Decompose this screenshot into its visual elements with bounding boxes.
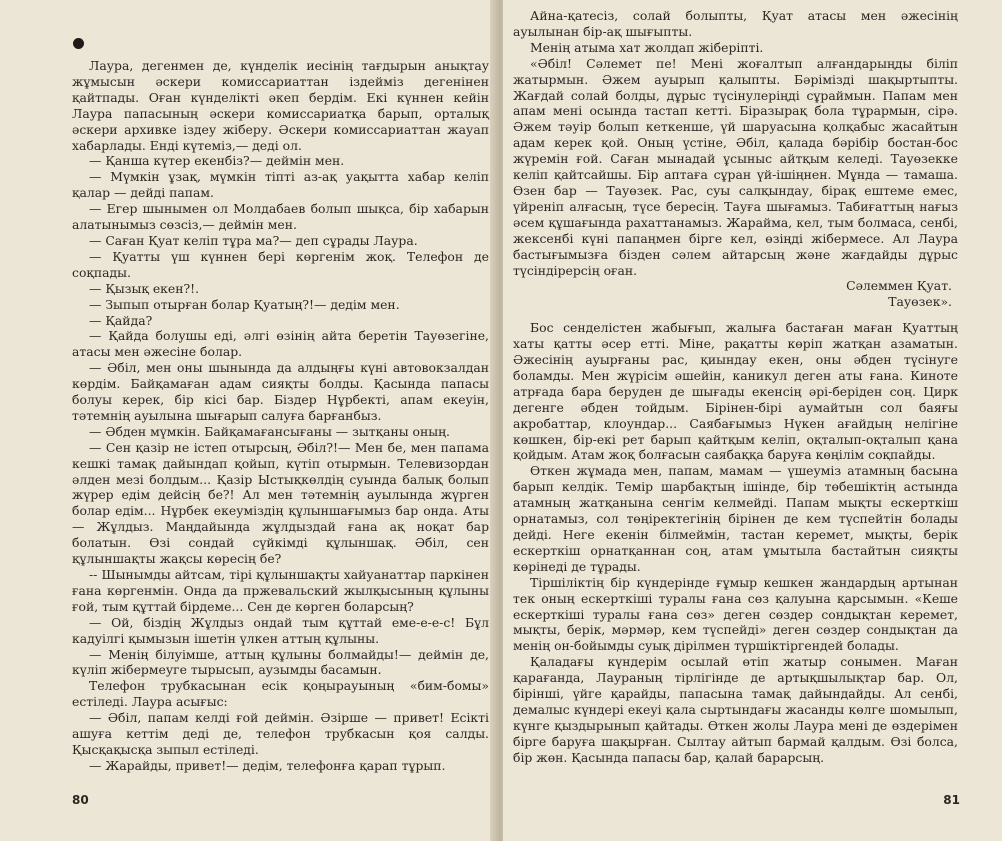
right-page-number: 81 — [943, 793, 960, 807]
paragraph: Тіршіліктің бір күндерінде ғұмыр кешкен жандардың артынан тек оның ескерткіші туралы ғана сөз қалуына қарсымын. «Кеше ескерткіші туралы ғана сөз» деген сөздер сондықтан керемет, мықты, берік, мәрмәр, кем түспейді» деген сөздер сондықтан да менің он-бойымды суық дірілмен түршіктіргендей болады. — [513, 574, 958, 654]
paragraph: — Қанша күтер екенбіз?— деймін мен. — [89, 153, 345, 169]
paragraph: — Қуатты үш күннен бері көргенім жоқ. Телефон де соқпады. — [72, 248, 489, 280]
right-page-letter-text — [513, 8, 958, 278]
paragraph: — Әбіл, папам келді ғой деймін. Әзірше — привет! Есікті ашуға кеттім деді де, телефон трубкасын қоя салды. Қысқақысқа зыпыл естіледі. — [72, 710, 489, 757]
left-page — [0, 0, 497, 841]
paragraph: — Менің білуімше, аттың құлыны болмайды!— деймін де, күліп жібермеуге тырысып, аузымды басамын. — [72, 646, 489, 678]
paragraph: Қаладағы күндерім осылай өтіп жатыр сонымен. Маған қарағанда, Лаураның тірлігінде де артықшылықтар бар. Ол, бірінші, үйге қарайды, папасына тамақ дайындайды. Ал сенбі, демалыс күндері екеуі қала сыртындағы жасанды көлге шомылып, күнге қыздырынып қайтады. Өткен жолы Лаура мені де өздерімен бірге баруға шақырған. Сылтау айтып бармай қалдым. Өзі болса, бір жөн. Қасында папасы бар, қалай барарсың. — [513, 654, 958, 765]
letter-signature-line-1: Сәлеммен Қуат. — [846, 278, 952, 294]
left-page-number: 80 — [72, 793, 89, 807]
paragraph: Бос сенделістен жабығып, жалыға бастаған маған Қуаттың хаты қатты әсер етті. Міне, рақатты көріп жатқан азаматын. Әжесінің ауырғаны рас, қиындау екен, оны әбден түсінуге боламды. Мен жүрісім әшейін, каникул деген аты ғана. Киноте атрғада бара беруден де шығады екенсің әрі-беріден соң. Цирк дегенге әбден тойдым. Бірінен-бірі аумайтын сол баяғы акробаттар, клоундар... Саябағымыз Нүкен ағайдың нелігіне көшкен, бір-екі рет барып қайтқым келіп, оқталып-оқталып қана қойдым. Атам жоқ болғасын саябаққа баруға көңілім соқпайды. — [513, 320, 958, 463]
paragraph: — Сен қазір не істеп отырсың, Әбіл?!— Мен бе, мен папама кешкі тамақ дайындап қойып, күтіп отырмын. Телевизордан әлден мезі болдым... Қазір Ыстықкөлдің суында балық болып жүрер едім дейсің бе?! Ал мен тәтемнің ауылында жүрген болар едім... Нұрбек екеуміздің құлыншағымыз бар онда. Аты — Жұлдыз. Маңдайында жұлдыздай ғана ақ ноқат бар болатын. Өзі сондай сүйкімді құлыншақ. Әбіл, сен құлыншақты жақсы көресің бе? — [72, 439, 489, 567]
paragraph: — Ой, біздің Жұлдыз ондай тым құттай еме-е-е-с! Бұл кадуілгі қымызын ішетін үлкен аттың құлыны. — [72, 614, 489, 646]
paragraph: Лаура, дегенмен де, күнделік иесінің тағдырын анықтау жұмысын әскери комиссариаттан іздейміз дегенінен қайтпады. Оған күнделікті әкеп бердім. Екі күннен кейін Лаура папасының әскери комиссариатқа барып, орталық әскери архивке іздеу жіберу. Әскери комиссариаттан жауап хабарлады. Енді күтеміз,— деді ол. — [72, 58, 489, 153]
paragraph: — Қызық екен?!. — [89, 280, 200, 296]
paragraph: — Жарайды, привет!— дедім, телефонға қарап тұрып. — [89, 757, 446, 773]
paragraph: Айна-қатесіз, солай болыпты, Қуат атасы мен әжесінің ауылынан бір-ақ шығыпты. — [513, 8, 958, 39]
paragraph: — Қайда? — [89, 312, 153, 328]
paragraph: — Саған Қуат келіп тұра ма?— деп сұрады Лаура. — [89, 232, 418, 248]
right-page — [503, 0, 1002, 841]
letter-signature-line-2: Тауөзек». — [888, 294, 952, 310]
right-page-narrative-text — [513, 320, 958, 765]
paragraph: «Әбіл! Сәлемет пе! Мені жоғалтып алғандарыңды біліп жатырмын. Әжем ауырып қалыпты. Бәрімізді шақыртыпты. Жағдай солай болды, дұрыс түсінулеріңді сұраймын. Папам мен апам мені осында тастап кетті. Біразырақ бола тұрармын, сірә. Әжем тәуір болып кеткенше, үй шаруасына қолқабыс жасайтын адам керек қой. Оның үстіне, Әбіл, қалада бәрібір бостан-бос жүремін ғой. Саған мынадай ұсыныс айтқым келеді. Тауөзекке келіп қайтсайшы. Бір аптаға сұран үй-ішіңнен. Мұнда — тамаша. Өзен бар — Тауөзек. Рас, суы салқындау, бірақ ештеме емес, үйреніп алғасың, түсе бересің. Тауға шығамыз. Табиғаттың нағыз әсем құшағында рахаттанамыз. Жарайма, кел, тым болмаса, сенбі, жексенбі күні папаңмен бірге кел, өзіңді жібермесе. Ал Лаура бастығымызға бізден сәлем айтарсың және жағдайды дұрыс түсіндірерсің оған. — [513, 55, 958, 278]
paragraph: — Зыпып отырған болар Қуатың?!— дедім мен. — [89, 296, 400, 312]
paragraph: — Мүмкін ұзақ, мүмкін тіпті аз-ақ уақытта хабар келіп қалар — дейді папам. — [72, 169, 489, 201]
paragraph: Өткен жұмада мен, папам, мамам — үшеуміз атамның басына барып келдік. Темір шарбақтың ішінде, бір төбешіктің астында атамның жатқанына сенгім келмейді. Папам мықты ескерткіш орнатамыз, сол төңіректегінің бірінен де кем түспейтін болады дейді. Неге екенін білмеймін, тастан керемет, мықты, берік ескерткіш орнатқаннан соң, атам ұмытыла бастайтын сияқты көрінеді де тұрады. — [513, 463, 958, 574]
paragraph: — Егер шынымен ол Молдабаев болып шықса, бір хабарын алатынымыз сөзсіз,— деймін мен. — [72, 201, 489, 233]
paragraph: — Әбіл, мен оны шынында да алдыңғы күні автовокзалдан көрдім. Байқамаған адам сияқты болды. Қасында папасы болуы керек, бір кісі бар. Біздер Нұрбекті, апам екеуін, тәтемнің ауылына шығарып салуға барғанбыз. — [72, 360, 489, 423]
paragraph: Телефон трубкасынан есік қоңырауының «бим-бомы» естіледі. Лаура асығыс: — [72, 678, 489, 710]
bullet-mark — [73, 38, 84, 49]
left-page-text — [72, 58, 489, 774]
paragraph: — Қайда болушы еді, әлгі өзінің айта беретін Тауөзегіне, атасы мен әжесіне болар. — [72, 328, 489, 360]
paragraph: — Әбден мүмкін. Байқамағансығаны — зытқаны оның. — [89, 423, 450, 439]
section-gap — [513, 310, 958, 320]
paragraph: -- Шынымды айтсам, тірі құлыншақты хайуанаттар паркінен ғана көргенмін. Онда да пржевальский жылқысының құлыны ғой, тым құттай бірдеме... Сен де көрген боларсың? — [72, 567, 489, 614]
paragraph: Менің атыма хат жолдап жіберіпті. — [530, 39, 764, 55]
